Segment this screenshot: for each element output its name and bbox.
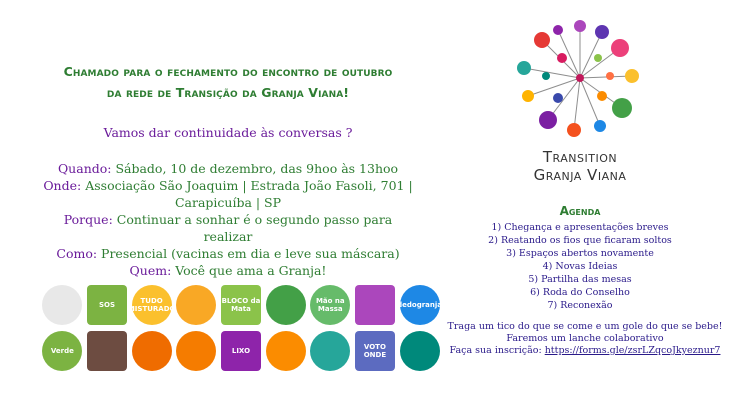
where-value-2: Carapicuíba | SP: [174, 195, 282, 210]
logo-cell: [353, 329, 398, 373]
logo-dots: [42, 285, 82, 325]
logo-cell: [219, 283, 264, 327]
logo-mercado: [266, 285, 306, 325]
heading-line-1: Chamado para o fechamento do encontro de outubro: [63, 64, 393, 79]
logo-cell: [308, 283, 353, 327]
why-label: Porque:: [63, 212, 113, 227]
logo-cell: [129, 329, 174, 373]
how-line: [28, 246, 428, 262]
signup-prefix: Faça sua inscrição:: [449, 345, 545, 356]
where-value-1: Associação São Joaquim | Estrada João Fasoli, 701 |: [81, 178, 413, 193]
logo-rosto: [266, 331, 306, 371]
logo-lixo: LIXO: [221, 331, 261, 371]
partner-logos-grid: [40, 283, 442, 373]
agenda-list: [470, 221, 690, 312]
logo-bloco-mata: BLOCO da Mata: [221, 285, 261, 325]
footer-line-2: Faremos um lanche colaborativo: [506, 333, 664, 344]
logo-mao-na-massa: Mão na Massa: [310, 285, 350, 325]
signup-link[interactable]: https://forms.gle/zsrLZqcoJkyeznur7: [544, 345, 721, 356]
logo-tudo-misturado: TUDO MISTURADO: [132, 285, 172, 325]
agenda-item: 5) Partilha das mesas: [528, 274, 632, 285]
when-label: Quando:: [57, 161, 112, 176]
agenda-title: Agenda: [559, 204, 601, 218]
logo-arte: [355, 285, 395, 325]
footer-line-3: [440, 345, 730, 357]
heading-line-2: da rede de Transição da Granja Viana!: [106, 85, 350, 100]
logo-cell: [85, 283, 130, 327]
where-label: Onde:: [43, 178, 82, 193]
logo-cell: [353, 283, 398, 327]
logo-cell: [85, 329, 130, 373]
logo-cell: [263, 329, 308, 373]
agenda-item: 7) Reconexão: [547, 300, 613, 311]
who-value: Você que ama a Granja!: [171, 263, 327, 278]
why-line-2: [28, 229, 428, 245]
how-label: Como:: [56, 246, 98, 261]
logo-cell: [263, 283, 308, 327]
why-value-1: Continuar a sonhar é o segundo passo para: [112, 212, 393, 227]
brand-name-line-1: Transition: [542, 148, 618, 166]
footer-line-1: Traga um tico do que se come e um gole do que se bebe!: [447, 321, 723, 332]
agenda-item: 1) Chegança e apresentações breves: [491, 222, 669, 233]
why-line: [28, 212, 428, 228]
when-value: Sábado, 10 de dezembro, das 9hoo às 13hoo: [111, 161, 399, 176]
logo-cell: [40, 329, 85, 373]
intro-text: Vamos dar continuidade às conversas ?: [103, 125, 353, 140]
how-value: Presencial (vacinas em dia e leve sua máscara): [97, 246, 400, 261]
brand-name-line-2: Granja Viana: [533, 166, 627, 184]
logo-cell: [40, 283, 85, 327]
logo-cell: [397, 329, 442, 373]
logo-ciclo: [132, 331, 172, 371]
logo-cell: [308, 329, 353, 373]
when-line: [28, 161, 428, 177]
agenda-item: 6) Roda do Conselho: [530, 287, 630, 298]
logo-cell: [397, 283, 442, 327]
logo-verde: Verde: [42, 331, 82, 371]
logo-foto: [87, 331, 127, 371]
where-line-2: [28, 195, 428, 211]
why-value-2: realizar: [203, 229, 253, 244]
logo-alescambau: [400, 331, 440, 371]
transition-logo-icon: [510, 18, 650, 143]
logo-voto-onde: VOTO ONDE: [355, 331, 395, 371]
agenda-item: 4) Novas Ideias: [542, 261, 618, 272]
logo-horta: [176, 285, 216, 325]
who-label: Quem:: [129, 263, 172, 278]
logo-sos: SOS: [87, 285, 127, 325]
logo-cell: [129, 283, 174, 327]
logo-cell: [174, 283, 219, 327]
logo-cell: [219, 329, 264, 373]
logo-pe: [310, 331, 350, 371]
logo-dedo-granja: dedogranja: [400, 285, 440, 325]
who-line: [28, 263, 428, 279]
agenda-item: 2) Reatando os fios que ficaram soltos: [488, 235, 672, 246]
agenda-item: 3) Espaços abertos novamente: [506, 248, 654, 259]
logo-historias: [176, 331, 216, 371]
where-line: [28, 178, 428, 194]
logo-cell: [174, 329, 219, 373]
